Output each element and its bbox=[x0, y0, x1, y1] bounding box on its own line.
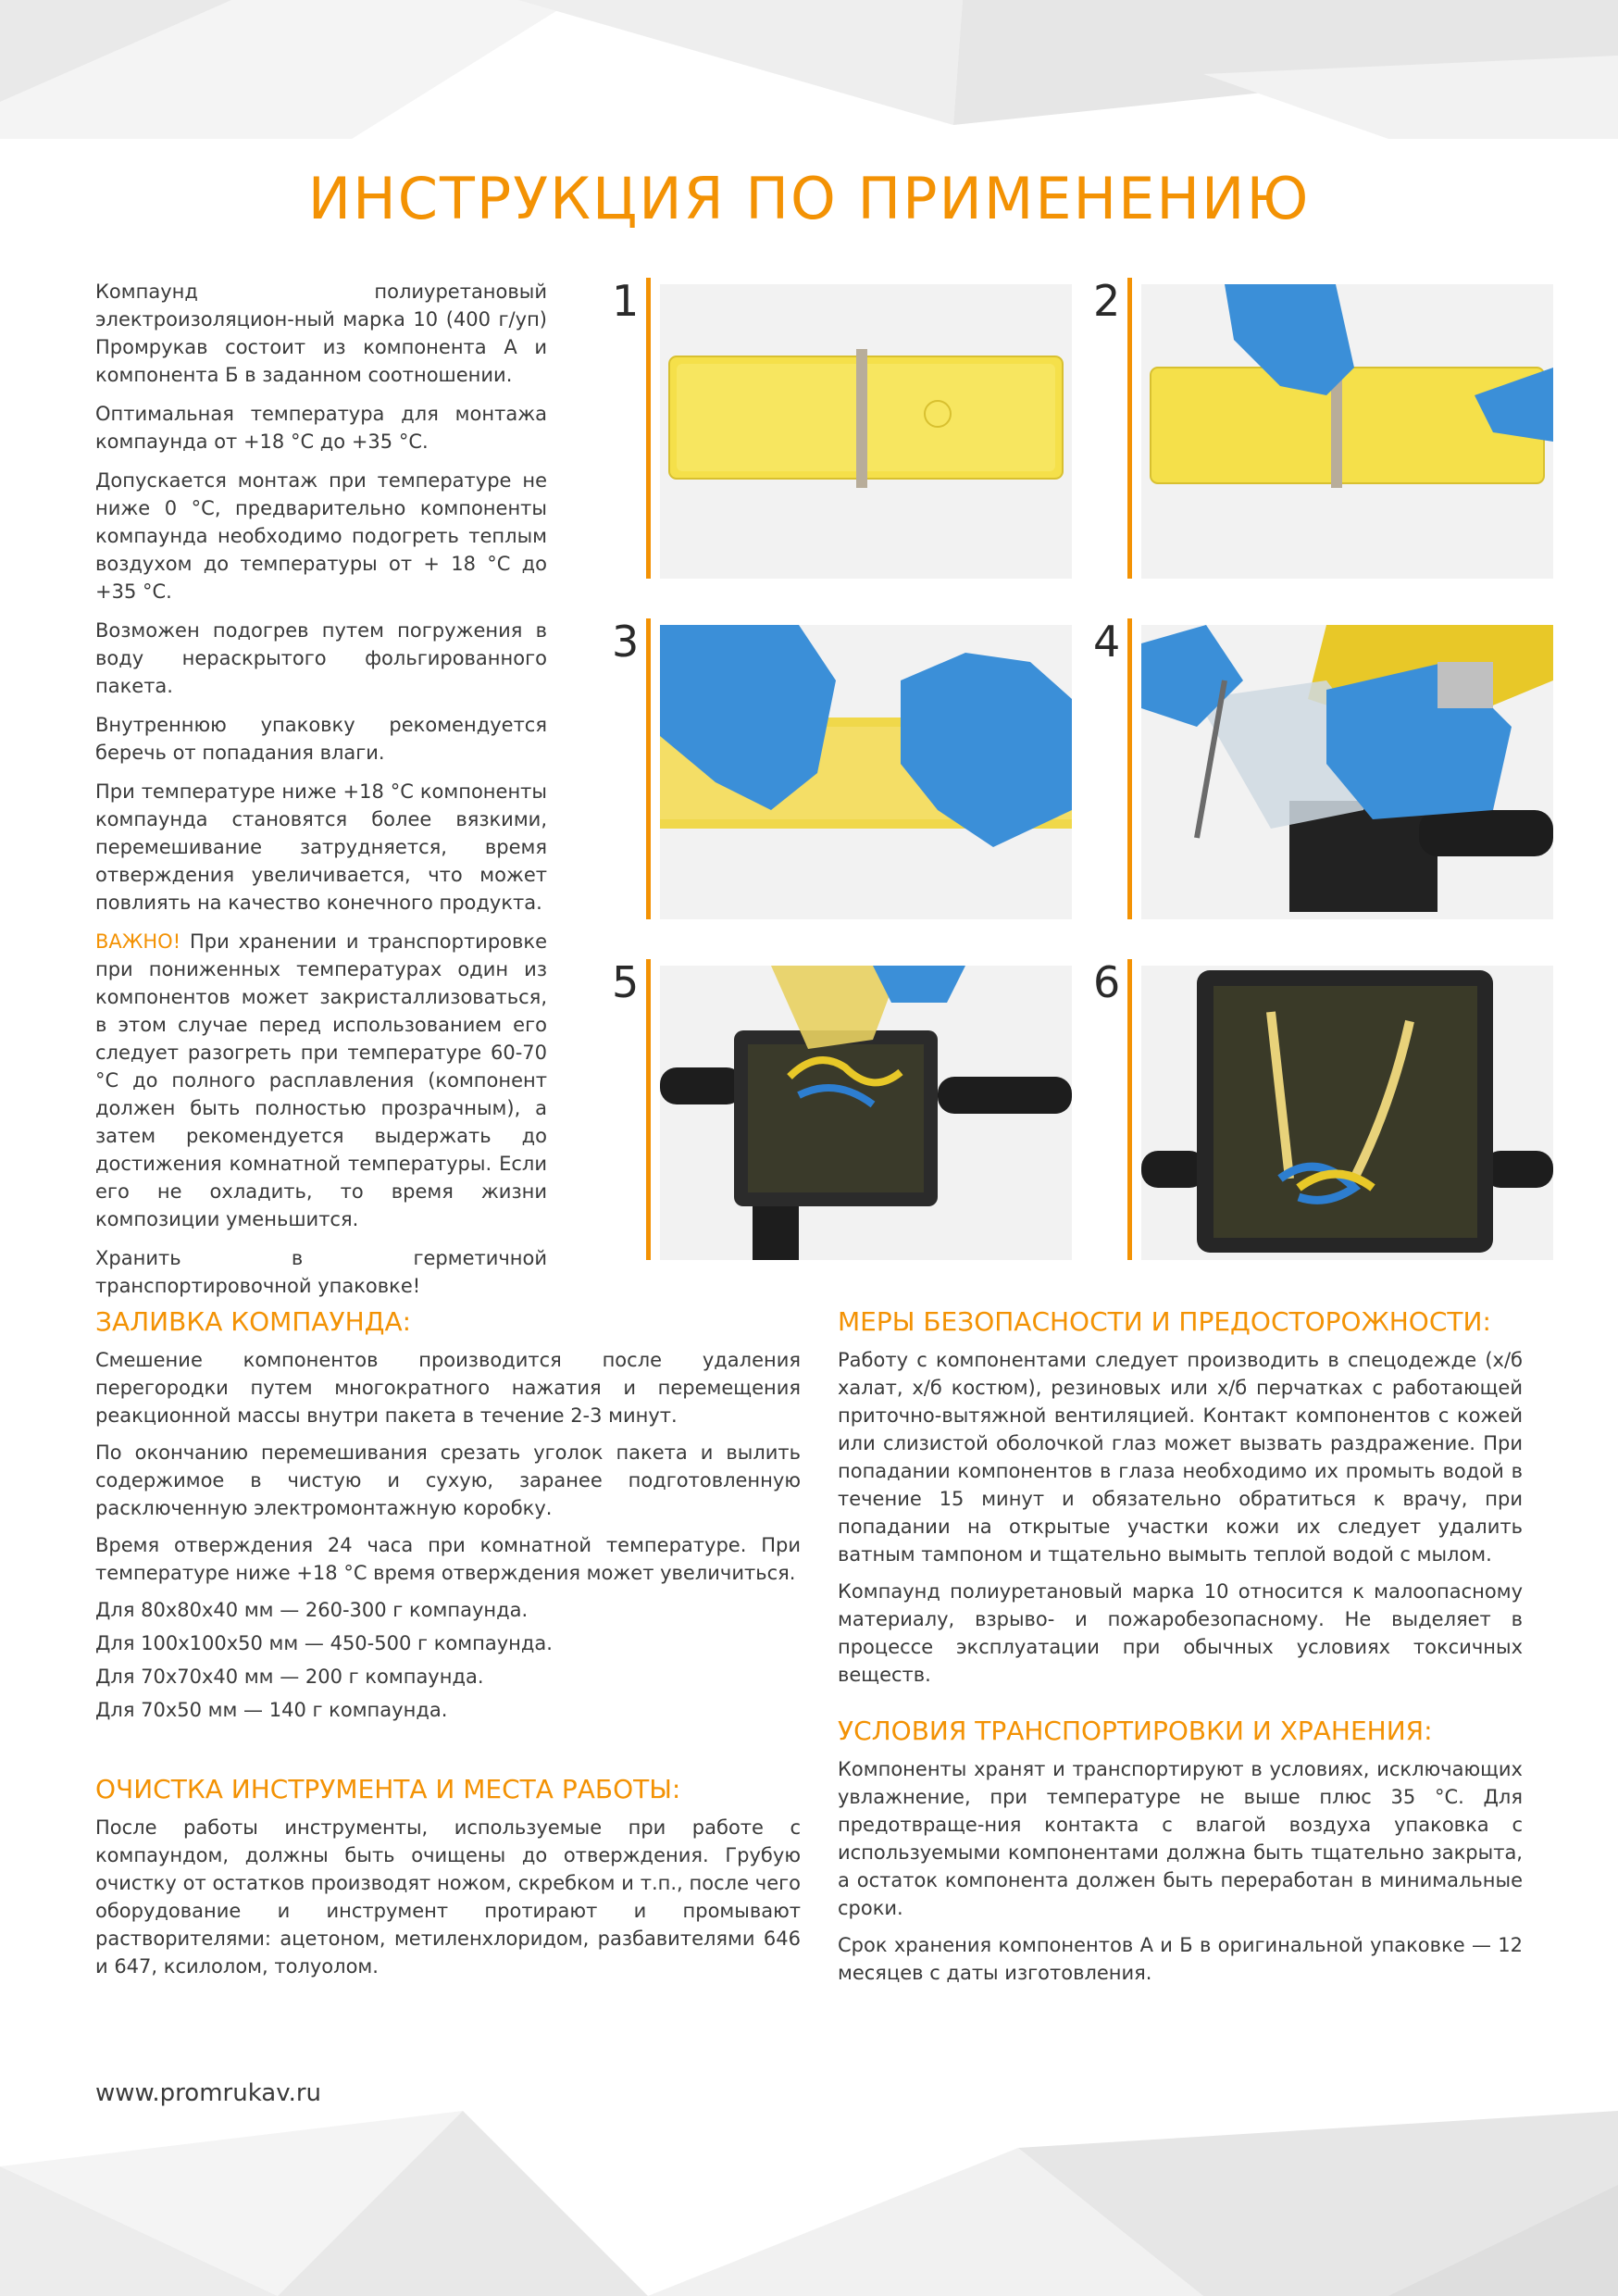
intro-paragraph: Внутреннюю упаковку рекомендуется беречь от попадания влаги. bbox=[95, 714, 547, 764]
step-photo-grid bbox=[604, 278, 1530, 1259]
storage-note: Хранить в герметичной транспортировочной упаковке! bbox=[95, 1247, 547, 1297]
intro-paragraph: При температуре ниже +18 °С компоненты компаунда становятся более вязкими, перемешивание затрудняется, время отверждения увеличивается, что может повлиять на качество конечного продукта. bbox=[95, 780, 547, 914]
step-accent-bar bbox=[646, 959, 651, 1260]
step-5 bbox=[604, 959, 1072, 1260]
important-label: ВАЖНО! bbox=[95, 930, 181, 953]
transport-paragraph: Компоненты хранят и транспортируют в условиях, исключающих увлажнение, при температуре не выше плюс 35 °С. Для предотвраще-ния контакта с влагой воздуха упаковка с используемыми компонентами должна быть тщательно закрыта, а остаток компонента должен быть переработан в минимальные сроки. bbox=[838, 1758, 1523, 1919]
filling-section bbox=[95, 1305, 801, 1729]
step-number: 5 bbox=[612, 957, 640, 1007]
step-6 bbox=[1086, 959, 1553, 1260]
step-accent-bar bbox=[1127, 618, 1132, 919]
step-number: 3 bbox=[612, 617, 640, 667]
amount-line: Для 70х50 мм — 140 г компаунда. bbox=[95, 1699, 448, 1721]
filling-paragraph: По окончанию перемешивания срезать уголок пакета и вылить содержимое в чистую и сухую, заранее подготовленную расключенную электромонтажную коробку. bbox=[95, 1441, 801, 1519]
safety-heading: МЕРЫ БЕЗОПАСНОСТИ И ПРЕДОСТОРОЖНОСТИ: bbox=[838, 1306, 1491, 1337]
cleaning-section bbox=[95, 1773, 801, 1990]
safety-paragraph: Работу с компонентами следует производить в спецодежде (х/б халат, х/б костюм), резиновых или х/б перчатках с работающей приточно-вытяжной вентиляцией. Контакт компонентов с кожей или слизистой оболочкой глаз может вызвать раздражение. При попадании компонентов в глаза необходимо их промыть водой в течение 15 минут и обязательно обратиться к врачу, при попадании на открытые участки кожи их следует удалить ватным тампоном и тщательно вымыть теплой водой с мылом. bbox=[838, 1349, 1523, 1566]
cleaning-paragraph: После работы инструменты, используемые при работе с компаундом, должны быть очищены до отверждения. Грубую очистку от остатков производят ножом, скребком и т.п., после чего оборудование и инструмент протирают и промывают растворителями: ацетоном, метиленхлоридом, разбавителями 646 и 647, ксилолом, толуолом. bbox=[95, 1816, 801, 1978]
step-number: 1 bbox=[612, 276, 640, 326]
step-3 bbox=[604, 618, 1072, 919]
compound-bag-image bbox=[660, 284, 1072, 579]
intro-paragraph: Допускается монтаж при температуре не ниже 0 °С, предварительно компоненты компаунда необходимо подогреть теплым воздухом до температуры от + 18 °С до +35 °С. bbox=[95, 469, 547, 603]
intro-paragraph: Оптимальная температура для монтажа компаунда от +18 °С до +35 °С. bbox=[95, 403, 547, 453]
step-accent-bar bbox=[1127, 959, 1132, 1260]
important-text: При хранении и транспортировке при пониженных температурах один из компонентов может закристаллизоваться, в этом случае перед использованием его следует разогреть при температуре 60-70 °С до полного расплавления (компонент должен быть полностью прозрачным), а затем рекомендуется выдержать до достижения комнатной температуры. Если его не охладить, то время жизни композиции уменьшится. bbox=[95, 930, 547, 1230]
step-accent-bar bbox=[646, 618, 651, 919]
step-number: 4 bbox=[1093, 617, 1121, 667]
transport-heading: УСЛОВИЯ ТРАНСПОРТИРОВКИ И ХРАНЕНИЯ: bbox=[838, 1716, 1433, 1746]
important-note bbox=[95, 928, 547, 1233]
bag-squeeze-image bbox=[1141, 284, 1553, 579]
step-accent-bar bbox=[1127, 278, 1132, 579]
transport-paragraph: Срок хранения компонентов А и Б в оригинальной упаковке — 12 месяцев с даты изготовления. bbox=[838, 1934, 1523, 1984]
step-2 bbox=[1086, 278, 1553, 579]
filled-box-image bbox=[1141, 966, 1553, 1260]
step-1 bbox=[604, 278, 1072, 579]
bottom-decoration bbox=[0, 2111, 1618, 2296]
step-number: 6 bbox=[1093, 957, 1121, 1007]
bag-mixing-image bbox=[660, 625, 1072, 919]
amount-line: Для 100х100х50 мм — 450-500 г компаунда. bbox=[95, 1632, 553, 1654]
amount-line: Для 80х80х40 мм — 260-300 г компаунда. bbox=[95, 1599, 529, 1621]
intro-paragraph: Компаунд полиуретановый электроизоляцион-ный марка 10 (400 г/уп) Промрукав состоит из компонента А и компонента Б в заданном соотношении. bbox=[95, 281, 547, 386]
filling-heading: ЗАЛИВКА КОМПАУНДА: bbox=[95, 1306, 412, 1337]
transport-section bbox=[838, 1715, 1523, 1996]
intro-paragraph: Возможен подогрев путем погружения в воду нераскрытого фольгированного пакета. bbox=[95, 619, 547, 697]
filling-paragraph: Время отверждения 24 часа при комнатной температуре. При температуре ниже +18 °С время отверждения может увеличиться. bbox=[95, 1534, 801, 1584]
page-title: ИНСТРУКЦИЯ ПО ПРИМЕНЕНИЮ bbox=[307, 165, 1311, 232]
bag-cutting-image bbox=[1141, 625, 1553, 919]
filling-paragraph: Смешение компонентов производится после удаления перегородки путем многократного нажатия и перемещения реакционной массы внутри пакета в течение 2-3 минут. bbox=[95, 1349, 801, 1427]
top-decoration bbox=[0, 0, 1618, 139]
intro-column bbox=[95, 278, 547, 1311]
step-4 bbox=[1086, 618, 1553, 919]
pouring-box-image bbox=[660, 966, 1072, 1260]
safety-paragraph: Компаунд полиуретановый марка 10 относится к малоопасному материалу, взрыво- и пожаробезопасному. Не выделяет в процессе эксплуатации при обычных условиях токсичных веществ. bbox=[838, 1580, 1523, 1686]
website-link[interactable]: www.promrukav.ru bbox=[95, 2079, 322, 2107]
step-accent-bar bbox=[646, 278, 651, 579]
cleaning-heading: ОЧИСТКА ИНСТРУМЕНТА И МЕСТА РАБОТЫ: bbox=[95, 1774, 681, 1804]
step-number: 2 bbox=[1093, 276, 1121, 326]
safety-section bbox=[838, 1305, 1523, 1698]
amount-line: Для 70х70х40 мм — 200 г компаунда. bbox=[95, 1666, 484, 1688]
